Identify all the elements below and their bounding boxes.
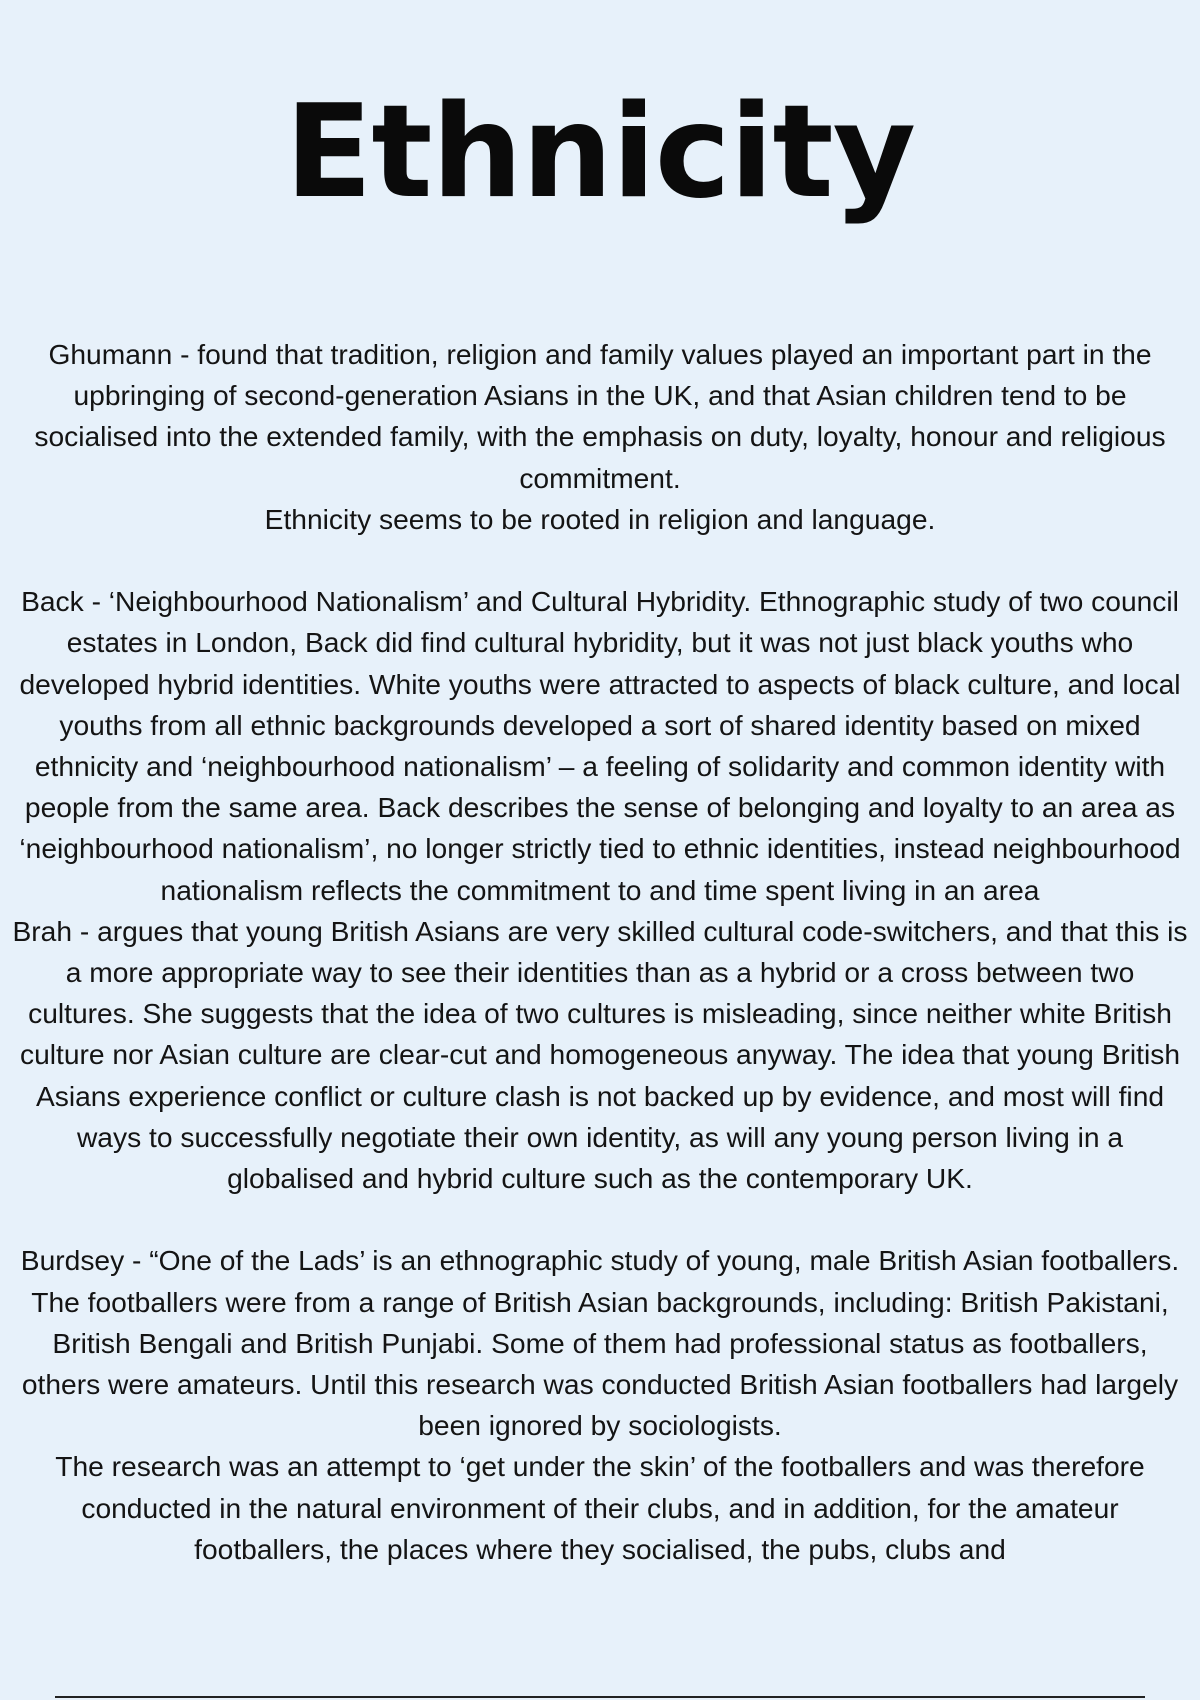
paragraph-back: Back - ‘Neighbourhood Nationalism’ and Cultural Hybridity. Ethnographic study of two council estates in London, Back did find cultural hybridity, but it was not just black youths who developed hybrid identities. White youths were attracted to aspects of black culture, and local youths from all ethnic backgrounds developed a sort of shared identity based on mixed ethnicity and ‘neighbourhood nationalism’ – a feeling of solidarity and common identity with people from the same area. Back describes the sense of belonging and loyalty to an area as ‘neighbourhood nationalism’, no longer strictly tied to ethnic identities, instead neighbourhood nationalism reflects the commitment to and time spent living in an area: [19, 585, 1181, 906]
page-title: Ethnicity: [284, 78, 916, 227]
paragraph-ghumann: Ghumann - found that tradition, religion and family values played an important part in the upbringing of second-generation Asians in the UK, and that Asian children tend to be socialised into the extended family, with the emphasis on duty, loyalty, honour and religious commitment.: [34, 338, 1166, 494]
document-body: [10, 334, 1190, 1570]
paragraph-research-method: The research was an attempt to ‘get under the skin’ of the footballers and was therefore conducted in the natural environment of their clubs, and in addition, for the amateur footballers, the places where they socialised, the pubs, clubs and: [55, 1450, 1145, 1565]
paragraph-spacer: [10, 540, 1190, 581]
bottom-rule: [55, 1696, 1145, 1698]
paragraph-spacer: [10, 1199, 1190, 1240]
paragraph-burdsey: Burdsey - “One of the Lads’ is an ethnographic study of young, male British Asian footballers. The footballers were from a range of British Asian backgrounds, including: British Pakistani, British Bengali and British Punjabi. Some of them had professional status as footballers, others were amateurs. Until this research was conducted British Asian footballers had largely been ignored by sociologists.: [20, 1244, 1180, 1442]
paragraph-brah: Brah - argues that young British Asians are very skilled cultural code-switchers, and that this is a more appropriate way to see their identities than as a hybrid or a cross between two cultures. She suggests that the idea of two cultures is misleading, since neither white British culture nor Asian culture are clear-cut and homogeneous anyway. The idea that young British Asians experience conflict or culture clash is not backed up by evidence, and most will find ways to successfully negotiate their own identity, as will any young person living in a globalised and hybrid culture such as the contemporary UK.: [12, 914, 1188, 1195]
paragraph-ethnicity-roots: Ethnicity seems to be rooted in religion and language.: [264, 502, 936, 535]
